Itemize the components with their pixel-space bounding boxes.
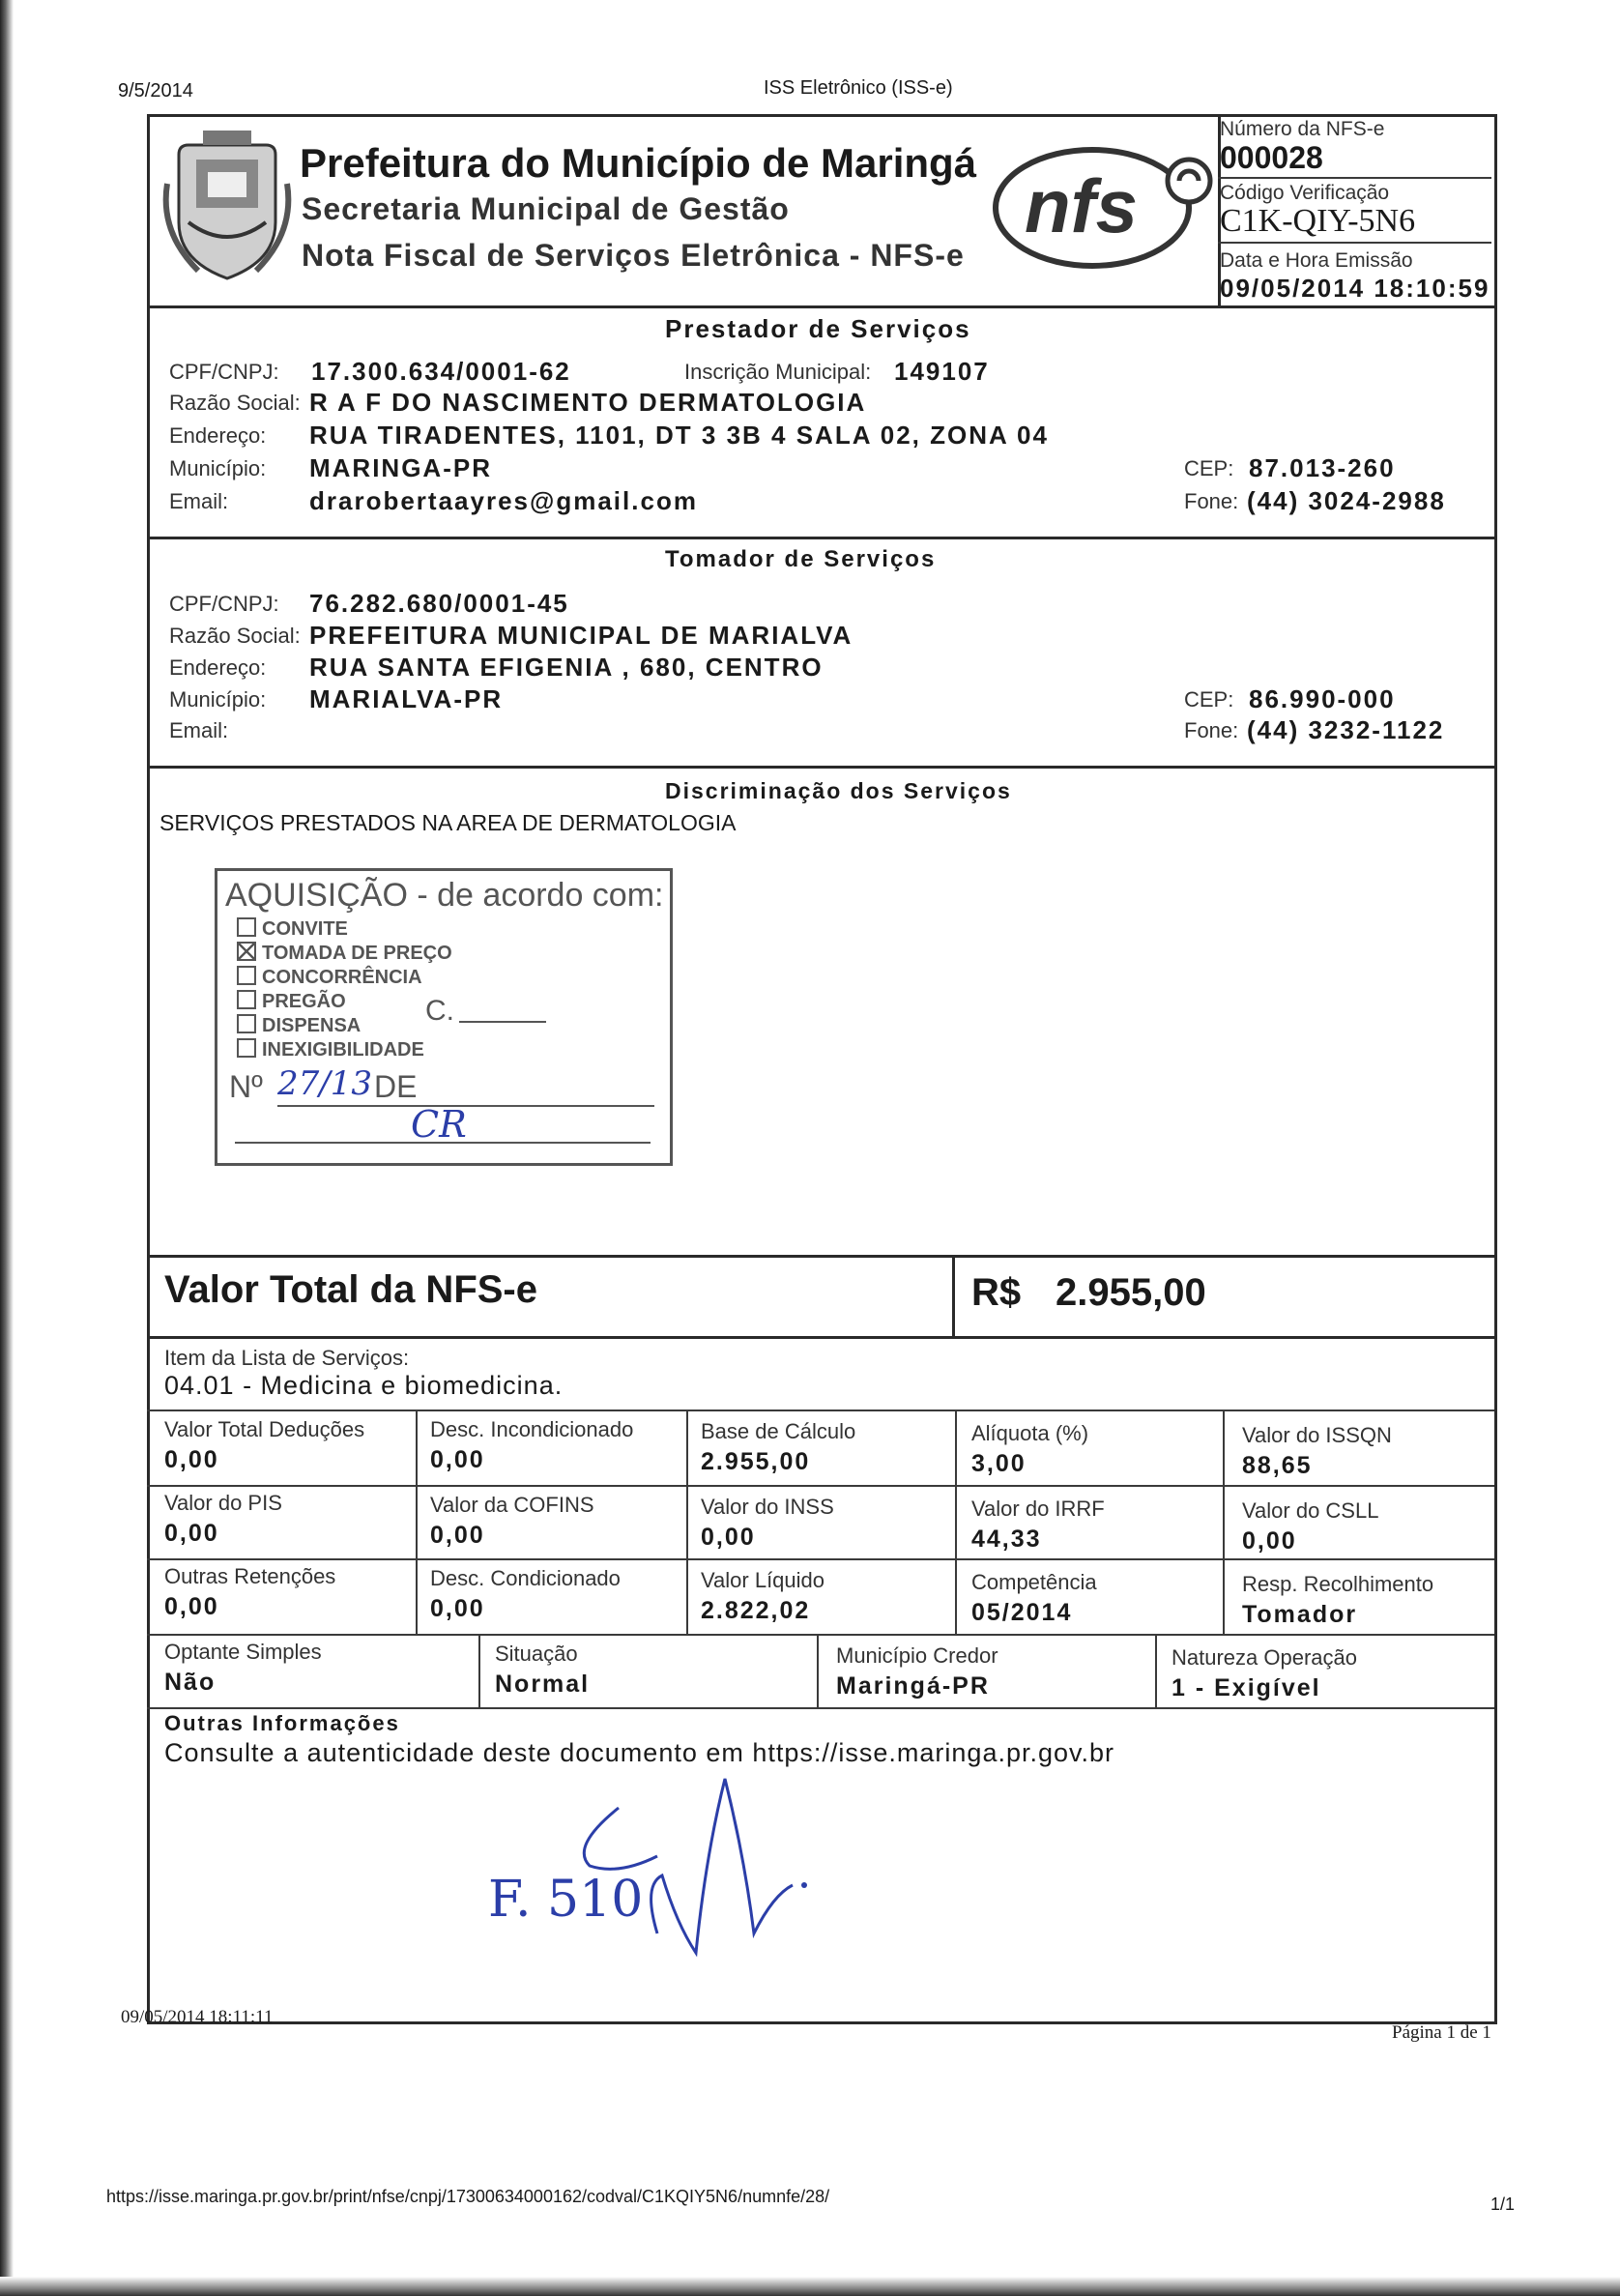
cell-label: Outras Retenções — [164, 1564, 336, 1588]
cell-label: Valor do CSLL — [1242, 1498, 1379, 1523]
cell-value: Normal — [495, 1671, 591, 1698]
prestador-email: drarobertaayres@gmail.com — [309, 486, 698, 515]
item-lista-label: Item da Lista de Serviços: — [164, 1346, 410, 1370]
cell-value: 44,33 — [971, 1526, 1042, 1553]
cell-value: 0,00 — [164, 1593, 219, 1620]
prestador-endereco-label: Endereço: — [169, 423, 267, 448]
tomador-cpf: 76.282.680/0001-45 — [309, 589, 569, 618]
checkbox-icon — [237, 966, 256, 985]
item-lista-value: 04.01 - Medicina e biomedicina. — [164, 1371, 564, 1400]
nfse-logo-icon — [991, 140, 1223, 276]
divider — [1223, 1410, 1225, 1634]
stamp-option: CONVITE — [237, 917, 348, 941]
handwritten-folio: F. 510 — [488, 1871, 644, 1929]
tomador-razao: PREFEITURA MUNICIPAL DE MARIALVA — [309, 621, 853, 650]
divider — [1218, 242, 1491, 244]
issue-datetime-label: Data e Hora Emissão — [1220, 249, 1413, 272]
checkbox-icon — [237, 1038, 256, 1058]
prestador-cpf: 17.300.634/0001-62 — [311, 357, 571, 386]
cell-label: Valor da COFINS — [430, 1493, 594, 1517]
divider — [147, 1634, 1494, 1636]
divider — [147, 305, 1494, 308]
stamp-number-handwritten: 27/13 — [277, 1064, 372, 1103]
scan-edge — [0, 0, 14, 2296]
cell-value: Não — [164, 1669, 217, 1696]
page-indicator: Página 1 de 1 — [1392, 2022, 1491, 2043]
divider — [817, 1634, 819, 1707]
cell-label: Alíquota (%) — [971, 1421, 1089, 1445]
print-title: ISS Eletrônico (ISS-e) — [764, 77, 953, 99]
prestador-cep-label: CEP: — [1184, 456, 1234, 480]
discriminacao-text: SERVIÇOS PRESTADOS NA AREA DE DERMATOLOGIA — [159, 810, 737, 835]
cell-label: Município Credor — [836, 1643, 998, 1668]
tomador-email-label: Email: — [169, 718, 229, 742]
cell-value: 2.822,02 — [701, 1597, 811, 1624]
tomador-fone-label: Fone: — [1184, 718, 1239, 742]
cell-label: Valor Total Deduções — [164, 1417, 365, 1441]
stamp-option-checked: TOMADA DE PREÇO — [237, 942, 452, 965]
cell-label: Desc. Incondicionado — [430, 1417, 634, 1441]
cell-value: 1 - Exigível — [1172, 1674, 1321, 1701]
prestador-cep: 87.013-260 — [1249, 453, 1396, 482]
stamp-option: DISPENSA — [237, 1014, 361, 1037]
cell-value: 2.955,00 — [701, 1448, 811, 1475]
footer-url: https://isse.maringa.pr.gov.br/print/nfse/cnpj/17300634000162/codval/C1KQIY5N6/numnfe/28/ — [106, 2187, 830, 2206]
divider — [1155, 1634, 1157, 1707]
divider — [147, 1255, 1494, 1258]
page-count: 1/1 — [1490, 2194, 1516, 2214]
divider — [147, 1707, 1494, 1709]
prestador-municipio: MARINGA-PR — [309, 453, 492, 482]
discriminacao-title: Discriminação dos Serviços — [665, 778, 1012, 803]
cell-value: 05/2014 — [971, 1599, 1073, 1626]
divider — [147, 537, 1494, 539]
total-value: 2.955,00 — [1056, 1271, 1206, 1314]
stamp-option: CONCORRÊNCIA — [237, 966, 422, 989]
divider — [147, 1485, 1494, 1487]
tomador-cep-label: CEP: — [1184, 687, 1234, 712]
cell-value: Maringá-PR — [836, 1672, 990, 1700]
stamp-option: INEXIGIBILIDADE — [237, 1038, 424, 1061]
header-subtitle: Secretaria Municipal de Gestão — [302, 191, 790, 226]
tomador-title: Tomador de Serviços — [665, 546, 937, 572]
stamp-option: PREGÃO — [237, 990, 346, 1013]
prestador-im: 149107 — [894, 357, 990, 386]
cell-label: Valor do PIS — [164, 1491, 282, 1515]
prestador-fone: (44) 3024-2988 — [1247, 486, 1446, 515]
print-date: 9/5/2014 — [118, 80, 193, 102]
checkbox-icon — [237, 990, 256, 1009]
prestador-razao-label: Razão Social: — [169, 391, 301, 415]
cell-value: 0,00 — [430, 1522, 485, 1549]
divider — [147, 766, 1494, 769]
tomador-cep: 86.990-000 — [1249, 684, 1396, 713]
cell-value: 0,00 — [430, 1595, 485, 1622]
cell-label: Valor Líquido — [701, 1568, 825, 1592]
checked-box-icon — [237, 942, 256, 961]
signature-icon — [551, 1740, 841, 1991]
outras-text: Consulte a autenticidade deste documento em https://isse.maringa.pr.gov.br — [164, 1738, 1115, 1767]
stamp-initials-handwritten: CR — [411, 1103, 467, 1146]
tomador-municipio-label: Município: — [169, 687, 267, 712]
acquisition-stamp — [215, 868, 673, 1166]
cell-label: Resp. Recolhimento — [1242, 1572, 1434, 1596]
cell-label: Natureza Operação — [1172, 1645, 1357, 1670]
cell-label: Valor do INSS — [701, 1495, 834, 1519]
divider — [147, 1558, 1494, 1560]
nfse-number-label: Número da NFS-e — [1220, 118, 1385, 140]
cell-value: 0,00 — [701, 1524, 756, 1551]
checkbox-icon — [237, 1014, 256, 1033]
stamp-title: AQUISIÇÃO - de acordo com: — [225, 877, 664, 914]
cell-value: 0,00 — [164, 1446, 219, 1473]
verification-code-label: Código Verificação — [1220, 182, 1390, 204]
stamp-line — [459, 1021, 546, 1023]
total-label: Valor Total da NFS-e — [164, 1268, 537, 1311]
outras-label: Outras Informações — [164, 1711, 400, 1735]
cell-label: Valor do ISSQN — [1242, 1423, 1392, 1447]
divider — [416, 1410, 418, 1634]
prestador-razao: R A F DO NASCIMENTO DERMATOLOGIA — [309, 388, 867, 417]
divider — [147, 1410, 1494, 1411]
cell-value: 0,00 — [164, 1520, 219, 1547]
divider — [147, 1336, 1494, 1339]
tomador-cpf-label: CPF/CNPJ: — [169, 592, 279, 616]
scan-edge-bottom — [0, 2277, 1620, 2296]
total-currency: R$ — [971, 1271, 1022, 1314]
prestador-title: Prestador de Serviços — [665, 314, 971, 343]
tomador-fone: (44) 3232-1122 — [1247, 715, 1445, 744]
cell-value: 0,00 — [1242, 1527, 1297, 1555]
prestador-fone-label: Fone: — [1184, 489, 1239, 513]
cell-label: Base de Cálculo — [701, 1419, 856, 1443]
coat-of-arms-icon — [159, 126, 295, 285]
stamp-de-label: DE — [374, 1069, 418, 1104]
cell-label: Situação — [495, 1642, 578, 1666]
cell-label: Optante Simples — [164, 1640, 322, 1664]
cell-label: Valor do IRRF — [971, 1497, 1105, 1521]
header-title: Prefeitura do Município de Maringá — [300, 140, 977, 186]
prestador-im-label: Inscrição Municipal: — [684, 360, 872, 384]
issue-datetime: 09/05/2014 18:10:59 — [1220, 274, 1490, 303]
cell-value: 88,65 — [1242, 1452, 1313, 1479]
tomador-razao-label: Razão Social: — [169, 624, 301, 648]
tomador-endereco: RUA SANTA EFIGENIA , 680, CENTRO — [309, 653, 824, 682]
prestador-municipio-label: Município: — [169, 456, 267, 480]
prestador-email-label: Email: — [169, 489, 229, 513]
cell-label: Desc. Condicionado — [430, 1566, 621, 1590]
cell-value: 3,00 — [971, 1450, 1027, 1477]
divider — [955, 1410, 957, 1634]
stamp-c-label: C. — [425, 995, 454, 1027]
tomador-municipio: MARIALVA-PR — [309, 684, 504, 713]
divider — [1218, 177, 1491, 179]
divider — [952, 1255, 955, 1336]
tomador-endereco-label: Endereço: — [169, 655, 267, 680]
nfse-number: 000028 — [1220, 140, 1323, 175]
prestador-endereco: RUA TIRADENTES, 1101, DT 3 3B 4 SALA 02, ZONA 04 — [309, 421, 1049, 450]
header-doc-type: Nota Fiscal de Serviços Eletrônica - NFS-e — [302, 238, 965, 273]
nfse-logo-text: nfs — [1025, 163, 1138, 248]
stamp-number-prefix: Nº — [229, 1069, 263, 1104]
cell-label: Competência — [971, 1570, 1097, 1594]
checkbox-icon — [237, 917, 256, 937]
cell-value: 0,00 — [430, 1446, 485, 1473]
verification-code: C1K-QIY-5N6 — [1220, 203, 1416, 239]
prestador-cpf-label: CPF/CNPJ: — [169, 360, 279, 384]
footer-timestamp: 09/05/2014 18:11:11 — [121, 2007, 274, 2027]
cell-value: Tomador — [1242, 1601, 1358, 1628]
divider — [686, 1410, 688, 1634]
divider — [478, 1634, 480, 1707]
